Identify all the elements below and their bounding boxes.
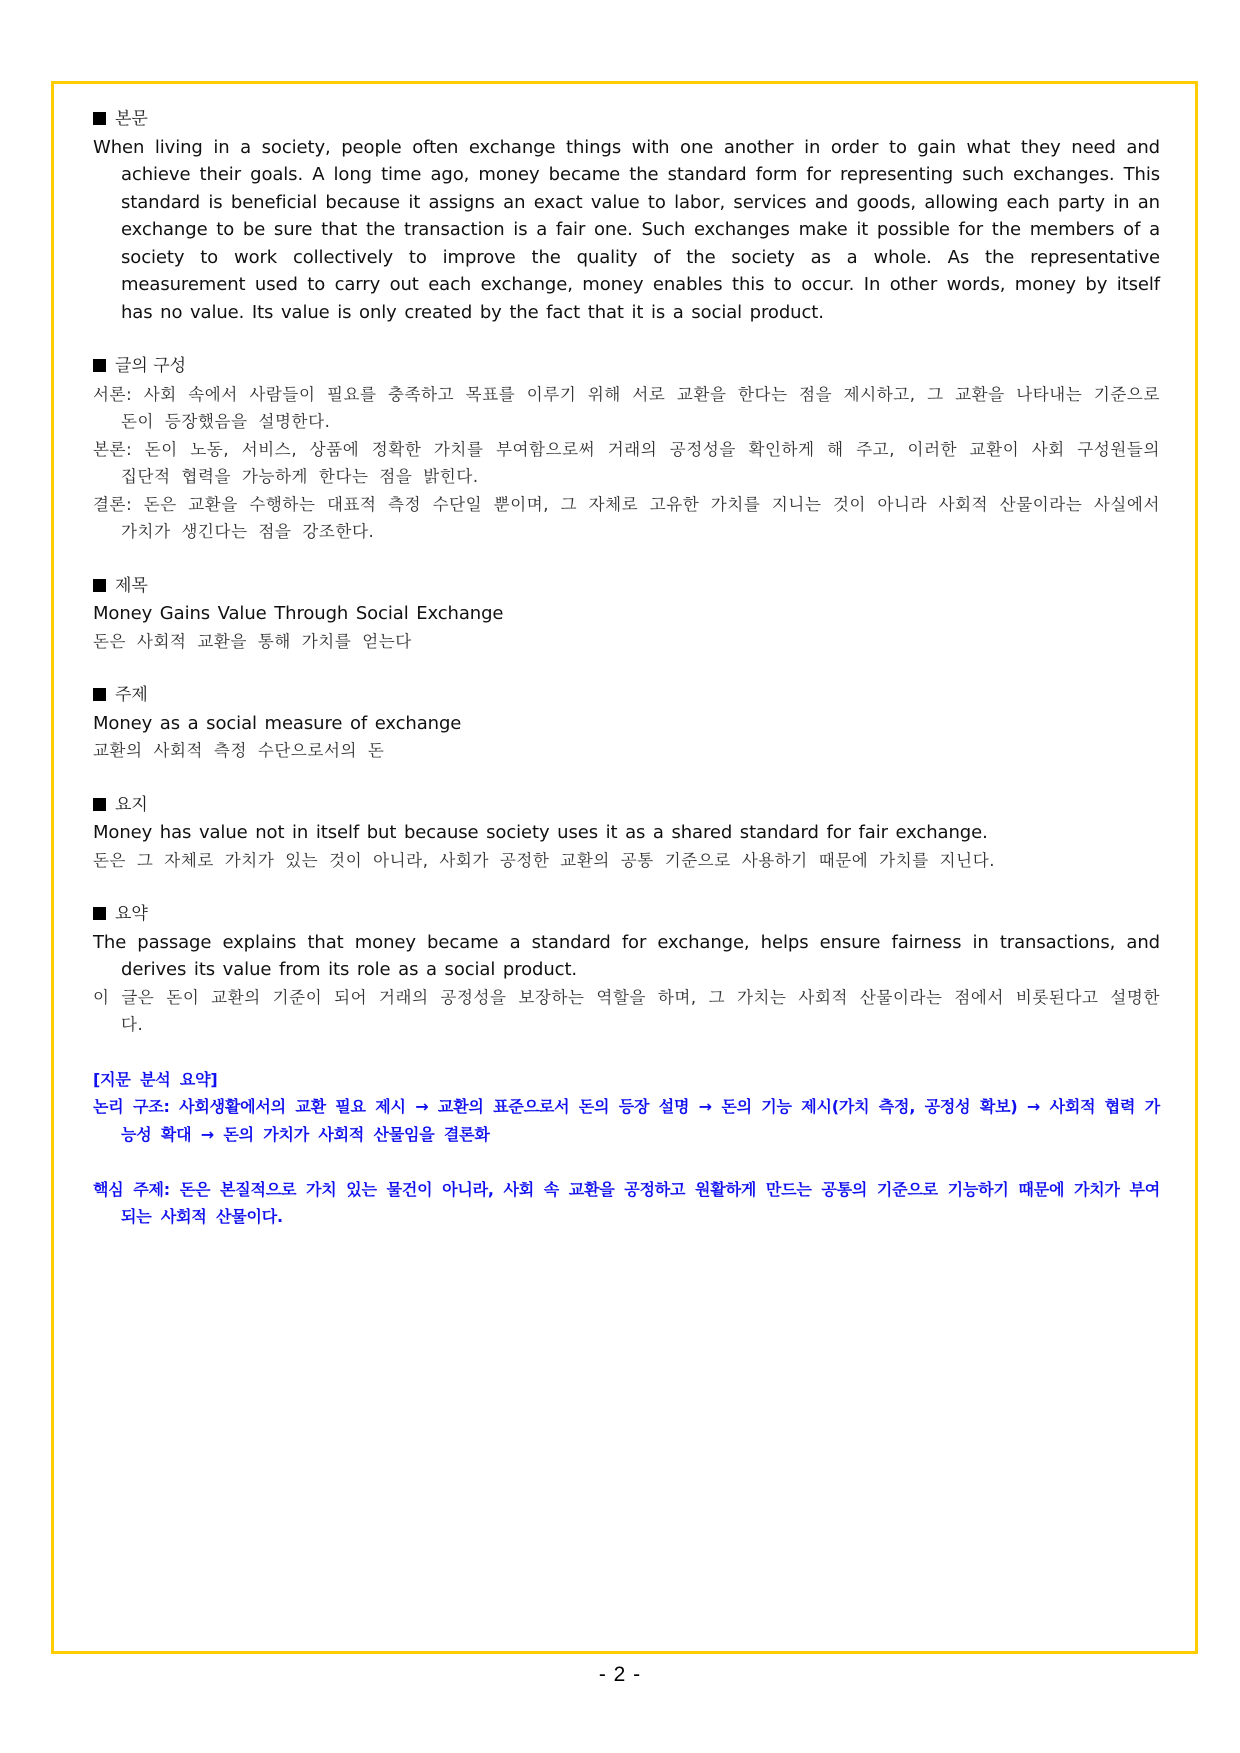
structure-label: 본론:: [93, 439, 133, 459]
section-heading: [93, 353, 1160, 381]
black-square-bullet-icon: [93, 112, 106, 125]
heading-label: 요지: [115, 794, 148, 815]
gist-korean: 돈은 그 자체로 가치가 있는 것이 아니라, 사회가 공정한 교환의 공통 기준으로 사용하기 때문에 가치를 지닌다.: [93, 850, 996, 870]
passage-text: When living in a society, people often exchange things with one another in order to gain what they need and achieve their goals. A long time ago, money became the standard form for representing such exchanges. This standard is beneficial because it assigns an exact value to labor, services and goods, allowing each party in an exchange to be sure that the transaction is a fair one. Such exchanges make it possible for the members of a society to work collectively to improve the quality of the society as a whole. As the representative measurement used to carry out each exchange, money enables this to occur. In other words, money by itself has no value. Its value is only created by the fact that it is a social product.: [93, 136, 1160, 323]
summary-korean: 이 글은 돈이 교환의 기준이 되어 거래의 공정성을 보장하는 역할을 하며, 그 가치는 사회적 산물이라는 점에서 비롯된다고 설명한다.: [93, 987, 1160, 1034]
analysis-logic-structure: 논리 구조: 사회생활에서의 교환 필요 제시 → 교환의 표준으로서 돈의 등장 설명 → 돈의 기능 제시(가치 측정, 공정성 확보) → 사회적 협력 가능성 확대 → 돈의 가치가 사회적 산물임을 결론화: [93, 1097, 1160, 1144]
structure-text: 돈이 노동, 서비스, 상품에 정확한 가치를 부여함으로써 거래의 공정성을 확인하게 해 주고, 이러한 교환이 사회 구성원들의 집단적 협력을 가능하게 한다는 점을 밝힌다.: [121, 439, 1160, 486]
section-title: [93, 573, 1160, 656]
analysis-core-theme: 핵심 주제: 돈은 본질적으로 가치 있는 물건이 아니라, 사회 속 교환을 공정하고 원활하게 만드는 공통의 기준으로 기능하기 때문에 가치가 부여되는 사회적 산물이다.: [93, 1179, 1160, 1226]
gist-english: Money has value not in itself but because society uses it as a shared standard for fair exchange.: [93, 822, 988, 843]
structure-label: 서론:: [93, 384, 133, 404]
section-summary: [93, 901, 1160, 1039]
section-heading: [93, 792, 1160, 820]
structure-conclusion: [93, 491, 1160, 546]
section-heading: [93, 106, 1160, 134]
black-square-bullet-icon: [93, 359, 106, 372]
black-square-bullet-icon: [93, 579, 106, 592]
structure-text: 사회 속에서 사람들이 필요를 충족하고 목표를 이루기 위해 서로 교환을 한다는 점을 제시하고, 그 교환을 나타내는 기준으로 돈이 등장했음을 설명한다.: [121, 384, 1160, 431]
black-square-bullet-icon: [93, 688, 106, 701]
section-gist: [93, 792, 1160, 875]
structure-intro: [93, 381, 1160, 436]
structure-text: 돈은 교환을 수행하는 대표적 측정 수단일 뿐이며, 그 자체로 고유한 가치를 지니는 것이 아니라 사회적 산물이라는 사실에서 가치가 생긴다는 점을 강조한다.: [121, 494, 1160, 541]
section-structure: [93, 353, 1160, 546]
structure-body: [93, 436, 1160, 491]
summary-english: The passage explains that money became a standard for exchange, helps ensure fairness in transactions, and derives its value from its role as a social product.: [93, 931, 1160, 980]
section-topic: [93, 682, 1160, 765]
heading-label: 요약: [115, 904, 148, 924]
heading-label: 주제: [115, 685, 148, 705]
document-content: [93, 106, 1160, 1231]
heading-label: 글의 구성: [115, 356, 187, 376]
section-heading: [93, 901, 1160, 929]
topic-english: Money as a social measure of exchange: [93, 712, 462, 734]
topic-korean: 교환의 사회적 측정 수단으로서의 돈: [93, 741, 385, 760]
title-korean: 돈은 사회적 교환을 통해 가치를 얻는다: [93, 631, 412, 651]
page-number: - 2 -: [598, 1663, 642, 1686]
section-heading: [93, 682, 1160, 710]
section-heading: [93, 573, 1160, 601]
structure-label: 결론:: [93, 494, 133, 514]
title-english: Money Gains Value Through Social Exchange: [93, 603, 504, 624]
spacer: [93, 1148, 1160, 1176]
section-body-passage: [93, 106, 1160, 326]
black-square-bullet-icon: [93, 907, 106, 920]
heading-label: 본문: [115, 109, 148, 129]
black-square-bullet-icon: [93, 798, 106, 811]
analysis-title: [지문 분석 요약]: [93, 1069, 218, 1089]
passage-analysis-summary: [93, 1066, 1160, 1231]
heading-label: 제목: [115, 575, 148, 596]
